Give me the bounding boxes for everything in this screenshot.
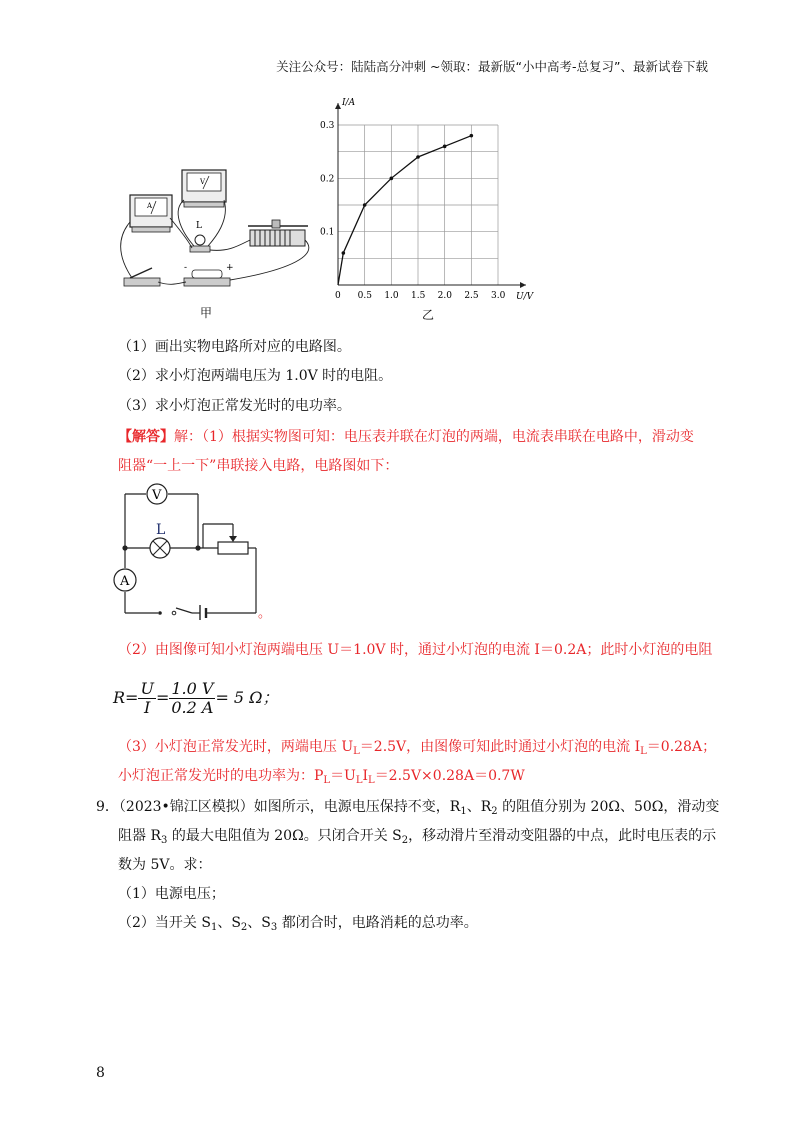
answer-tag: 【解答】: [118, 429, 174, 445]
q9-sub-2: （2）当开关 $S_1$、$S_2$、$S_3$ 都闭合时，电路消耗的总功率。: [118, 915, 478, 933]
y-axis-arrow-icon: [335, 103, 341, 109]
figure-left-label: 甲: [200, 306, 213, 320]
fraction-1-denominator: I: [144, 698, 151, 717]
rheostat-device: [248, 220, 308, 246]
x-tick-label: 1.0: [384, 291, 399, 301]
q9-line-1: 9．（2023•锦江区模拟）如图所示，电源电压保持不变，$R_1$、$R_2$ 的阻值分别为 20Ω、50Ω，滑动变: [96, 799, 720, 817]
iu-chart: [316, 90, 546, 305]
data-point: [390, 177, 394, 181]
rheostat-symbol: [218, 542, 248, 554]
y-tick-label: 0.2: [320, 174, 335, 185]
x-tick-label: 2.0: [437, 291, 452, 301]
q9-line-2: 阻器 $R_3$ 的最大电阻值为 20Ω。只闭合开关 $S_2$，移动滑片至滑动变阻器的中点，此时电压表的示: [118, 828, 717, 846]
formula-fraction-2: [169, 680, 215, 717]
battery-minus-label: -: [184, 263, 188, 273]
data-point: [416, 155, 420, 159]
physical-circuit-figure: [110, 160, 325, 310]
ammeter-symbol-label: A: [120, 574, 130, 589]
x-tick-label: 2.5: [464, 291, 479, 301]
fraction-1-numerator: U: [140, 679, 154, 698]
answer-line-2: 阻器“一上一下”串联接入电路，电路图如下：: [118, 458, 399, 474]
fraction-2-numerator: 1.0 V: [171, 679, 214, 698]
q9-sub-1: （1）电源电压；: [118, 886, 225, 902]
fraction-2-denominator: 0.2 A: [171, 698, 214, 717]
voltmeter-device: [182, 170, 226, 207]
question-2: （2）求小灯泡两端电压为 1.0V 时的电阻。: [118, 368, 393, 384]
answer-line-1: [118, 427, 694, 447]
circuit-end-mark: 。: [258, 606, 272, 620]
x-axis-label: U/V: [516, 292, 534, 302]
lamp-device: [190, 221, 210, 252]
x-tick-label: 0: [335, 291, 341, 301]
formula-lhs: R=: [113, 688, 139, 707]
x-tick-label: 0.5: [357, 291, 372, 301]
battery-device: [184, 263, 234, 286]
figure-right-label: 乙: [422, 308, 435, 322]
x-tick-label: 1.5: [411, 291, 426, 301]
iu-curve: [338, 136, 471, 285]
resistance-formula: [113, 680, 278, 717]
formula-result: = 5 Ω；: [215, 688, 279, 707]
formula-fraction-1: [138, 680, 155, 717]
battery-plus-label: +: [226, 263, 234, 273]
switch-device: [124, 268, 160, 286]
ammeter-device-label: A: [147, 202, 153, 210]
circuit-diagram: [108, 480, 278, 620]
lamp-device-label: L: [196, 221, 202, 231]
y-tick-label: 0.1: [320, 227, 335, 238]
answer-part-2: （2）由图像可知小灯泡两端电压 U＝1.0V 时，通过小灯泡的电流 I＝0.2A；此时小灯泡的电阻: [118, 642, 713, 658]
ammeter-device: [130, 195, 172, 232]
page-header: 关注公众号：陆陆高分冲刺 ~领取：最新版“小中高考-总复习”、最新试卷下载: [276, 59, 708, 74]
voltmeter-symbol-label: V: [152, 488, 162, 503]
data-point: [342, 251, 346, 255]
data-point: [363, 203, 367, 207]
page-number: 8: [96, 1065, 105, 1081]
x-tick-label: 3.0: [491, 291, 506, 301]
y-axis-label: I/A: [342, 98, 356, 108]
formula-equals: =: [155, 688, 170, 707]
voltmeter-device-label: V: [200, 178, 206, 186]
answer-part-3-line-2: 小灯泡正常发光时的电功率为：$P_L=U_LI_L=2.5V\times 0.28A=0.7W$: [118, 768, 525, 786]
q9-line-3: 数为 5V。求：: [118, 857, 212, 873]
question-1: （1）画出实物电路所对应的电路图。: [118, 339, 351, 355]
answer-part-3-line-1: （3）小灯泡正常发光时，两端电压 $U_L=2.5V$，由图像可知此时通过小灯泡的电流 $I_L=0.28A$；: [118, 739, 717, 757]
answer-text-1: 解：（1）根据实物图可知：电压表并联在灯泡的两端，电流表串联在电路中，滑动变: [174, 429, 694, 445]
data-point: [443, 145, 447, 149]
x-axis-arrow-icon: [520, 282, 526, 288]
question-3: （3）求小灯泡正常发光时的电功率。: [118, 398, 351, 414]
slider-arrow-icon: [229, 536, 237, 542]
lamp-symbol-label: L: [156, 522, 166, 538]
data-point: [470, 134, 474, 138]
y-tick-label: 0.3: [320, 121, 335, 131]
